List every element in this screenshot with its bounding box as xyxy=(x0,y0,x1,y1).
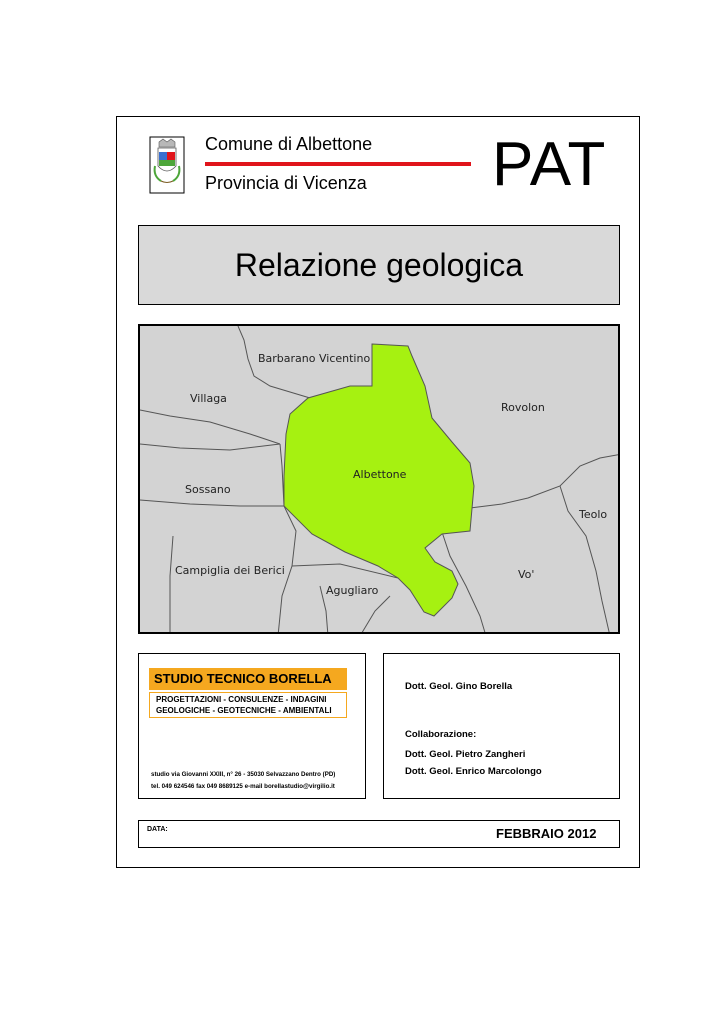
collaboration-label: Collaborazione: xyxy=(405,729,477,740)
studio-services xyxy=(149,692,347,718)
lead-author: Dott. Geol. Gino Borella xyxy=(405,681,513,692)
map-label-vo: Vo' xyxy=(518,568,535,581)
map-label-agugliaro: Agugliaro xyxy=(326,584,379,597)
studio-address: studio via Giovanni XXIII, n° 26 - 35030 Selvazzano Dentro (PD) xyxy=(151,771,336,778)
map-label-albettone: Albettone xyxy=(353,468,407,481)
map-label-villaga: Villaga xyxy=(190,392,227,405)
map-label-teolo: Teolo xyxy=(579,508,608,521)
plan-abbreviation: PAT xyxy=(492,130,607,199)
header-red-rule xyxy=(205,162,471,166)
province-name: Provincia di Vicenza xyxy=(205,173,367,193)
location-map xyxy=(138,324,620,634)
studio-services-line-1: PROGETTAZIONI - CONSULENZE - INDAGINI xyxy=(156,695,327,704)
document-title: Relazione geologica xyxy=(234,246,524,283)
map-label-campiglia: Campiglia dei Berici xyxy=(175,564,285,577)
studio-address-block xyxy=(151,769,335,793)
map-label-rovolon: Rovolon xyxy=(501,401,545,414)
studio-name: STUDIO TECNICO BORELLA xyxy=(149,668,347,690)
collaborator-1: Dott. Geol. Pietro Zangheri xyxy=(405,749,526,760)
collaborator-2: Dott. Geol. Enrico Marcolongo xyxy=(405,766,542,777)
studio-services-line-2: GEOLOGICHE - GEOTECNICHE - AMBIENTALI xyxy=(156,706,332,715)
authors-box xyxy=(383,653,620,799)
studio-contacts: tel. 049 624546 fax 049 8689125 e-mail borellastudio@virgilio.it xyxy=(151,783,335,790)
date-value: FEBBRAIO 2012 xyxy=(496,826,597,841)
date-label: DATA: xyxy=(147,826,168,833)
map-label-sossano: Sossano xyxy=(185,483,231,496)
municipality-name: Comune di Albettone xyxy=(205,134,373,154)
map-label-barbarano: Barbarano Vicentino xyxy=(258,352,371,365)
coat-of-arms-icon xyxy=(149,136,185,194)
document-title-box xyxy=(138,225,620,305)
